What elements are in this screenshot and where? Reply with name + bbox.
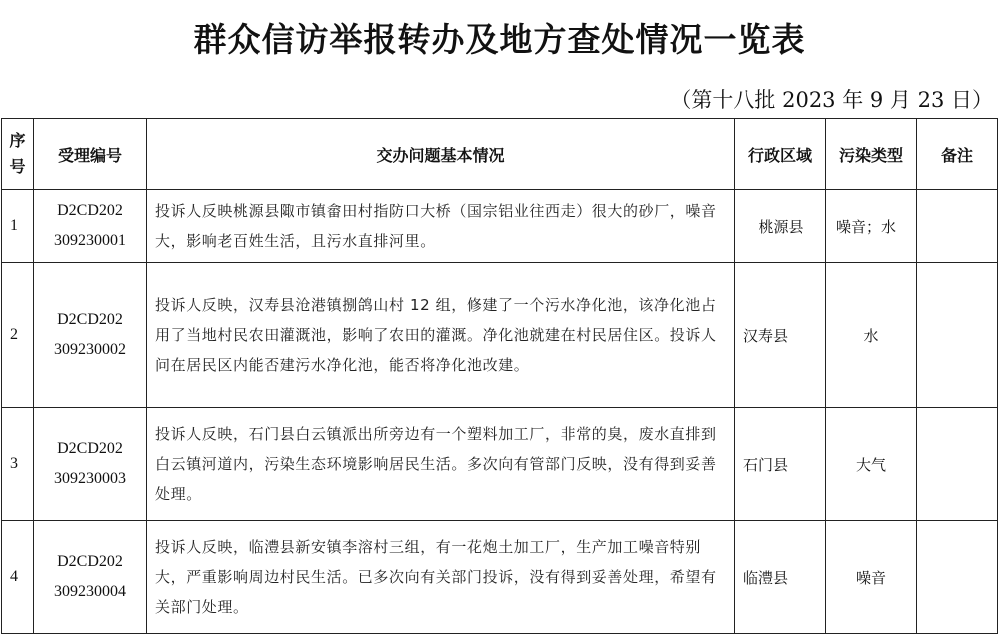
row-code-line2: 309230002 — [54, 341, 126, 358]
row-code — [34, 263, 147, 408]
row-region: 桃源县 — [735, 190, 826, 263]
header-code: 受理编号 — [34, 119, 147, 190]
header-description: 交办问题基本情况 — [147, 119, 735, 190]
header-region: 行政区域 — [735, 119, 826, 190]
row-code-line1: D2CD202 — [57, 202, 123, 219]
row-pollution-type: 大气 — [826, 408, 917, 521]
table-row — [2, 263, 998, 408]
row-seq: 3 — [2, 408, 34, 521]
table-row — [2, 190, 998, 263]
row-remarks — [917, 190, 998, 263]
row-description: 投诉人反映桃源县陬市镇畲田村指防口大桥（国宗铝业往西走）很大的砂厂，噪音大，影响老百姓生活，且污水直排河里。 — [147, 190, 735, 263]
row-region: 临澧县 — [735, 521, 826, 634]
row-description: 投诉人反映，汉寿县沧港镇捌鸽山村 12 组，修建了一个污水净化池，该净化池占用了当地村民农田灌溉池，影响了农田的灌溉。净化池就建在村民居住区。投诉人问在居民区内能否建污水净化池，能否将净化池改建。 — [147, 263, 735, 408]
row-seq: 2 — [2, 263, 34, 408]
row-seq: 1 — [2, 190, 34, 263]
table-row — [2, 408, 998, 521]
header-seq-line1: 序 — [9, 131, 26, 150]
row-remarks — [917, 521, 998, 634]
row-remarks — [917, 408, 998, 521]
row-seq: 4 — [2, 521, 34, 634]
row-pollution-type: 水 — [826, 263, 917, 408]
row-code — [34, 408, 147, 521]
row-code-line1: D2CD202 — [57, 440, 123, 457]
row-region: 汉寿县 — [735, 263, 826, 408]
row-region: 石门县 — [735, 408, 826, 521]
row-code-line2: 309230001 — [54, 232, 126, 249]
header-seq — [2, 119, 34, 190]
table-row — [2, 521, 998, 634]
row-description: 投诉人反映，临澧县新安镇李溶村三组，有一花炮土加工厂，生产加工噪音特别大，严重影响周边村民生活。已多次向有关部门投诉，没有得到妥善处理，希望有关部门处理。 — [147, 521, 735, 634]
row-code-line2: 309230003 — [54, 470, 126, 487]
row-pollution-type: 噪音 — [826, 521, 917, 634]
row-pollution-type: 噪音；水 — [826, 190, 917, 263]
row-remarks — [917, 263, 998, 408]
header-seq-line2: 号 — [9, 157, 26, 176]
header-remarks: 备注 — [917, 119, 998, 190]
header-pollution-type: 污染类型 — [826, 119, 917, 190]
row-code — [34, 190, 147, 263]
row-code-line1: D2CD202 — [57, 311, 123, 328]
row-code — [34, 521, 147, 634]
header-row — [2, 119, 998, 190]
batch-date-note: （第十八批 2023 年 9 月 23 日） — [670, 88, 993, 112]
row-code-line2: 309230004 — [54, 583, 126, 600]
page-title: 群众信访举报转办及地方查处情况一览表 — [193, 20, 806, 59]
complaints-table — [1, 118, 998, 634]
row-code-line1: D2CD202 — [57, 553, 123, 570]
row-description: 投诉人反映，石门县白云镇派出所旁边有一个塑料加工厂，非常的臭，废水直排到白云镇河道内，污染生态环境影响居民生活。多次向有管部门反映，没有得到妥善处理。 — [147, 408, 735, 521]
